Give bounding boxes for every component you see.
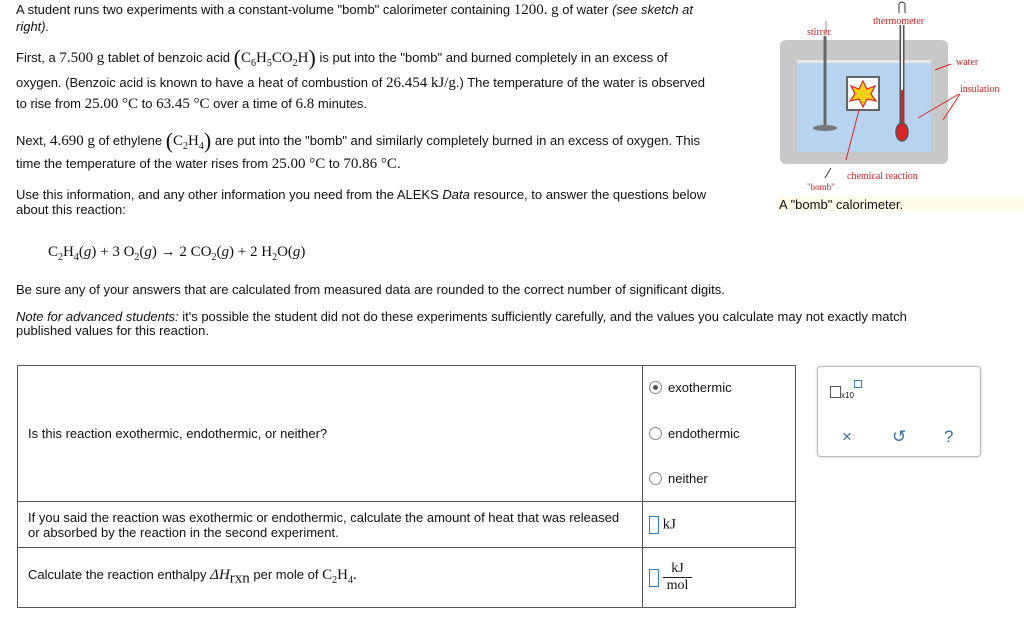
sig-fig-note: Be sure any of your answers that are calculated from measured data are rounded to the correct number of significant digits. [16, 282, 725, 297]
intro-line-4: to rise from 25.00 °C to 63.45 °C over a time of 6.8 minutes. [16, 96, 368, 112]
answer-tool-palette [817, 366, 981, 457]
advanced-note-2: published values for this reaction. [16, 323, 209, 338]
intro-line-8: about this reaction: [16, 202, 126, 217]
question-table [17, 365, 796, 608]
chemical-reaction-label: chemical reaction [847, 171, 918, 182]
radio-neither[interactable] [649, 472, 662, 485]
help-button[interactable]: ? [944, 427, 954, 446]
bomb-label: "bomb" [807, 182, 835, 192]
calorimeter-sketch [775, 0, 1024, 215]
clear-button[interactable]: × [842, 427, 852, 446]
thermometer-label: thermometer [873, 16, 925, 27]
thermometer-shape [896, 123, 908, 141]
stirrer-label: stirrer [807, 27, 831, 38]
insulation-label: insulation [960, 84, 1000, 95]
radio-endothermic[interactable] [649, 427, 662, 440]
reaction-equation: $C_2H_4(g) + 3$ $O_2(g) \to 2$ $CO_2(g) + 2$ $H_2O(g)$ [48, 244, 306, 263]
answer-1-cell [643, 366, 796, 502]
option-endothermic[interactable]: endothermic [649, 426, 740, 441]
intro-line-6: time the temperature of the water rises from 25.00 °C to 70.86 °C. [16, 156, 401, 172]
undo-button[interactable]: ↺ [892, 427, 907, 446]
intro-line-3: oxygen. (Benzoic acid is known to have a heat of combustion of 26.454 kJ/g.) The temperature of the water is observed [16, 75, 705, 91]
intro-line-5: Next, 4.690 g of ethylene $(C_2H_4)$ are put into the "bomb" and similarly completely burned in an excess of oxygen. This [16, 128, 701, 153]
intro-line-2: First, a 7.500 g tablet of benzoic acid $(C_6H_5CO_2H)$ is put into the "bomb" and burned completely in an excess of [16, 45, 668, 70]
advanced-note: Note for advanced students: it's possible the student did not do these experiments sufficiently carefully, and the values you calculate may not exactly match [16, 309, 907, 324]
question-2: If you said the reaction was exothermic or endothermic, calculate the amount of heat that was released or absorbed by the reaction in the second experiment. [18, 502, 643, 548]
sketch-caption: A "bomb" calorimeter. [779, 197, 904, 212]
enthalpy-input[interactable] [649, 569, 659, 587]
question-3: Calculate the reaction enthalpy $\Delta H_{rxn}$ per mole of $C_2H_4$. [18, 548, 643, 608]
scientific-notation-button[interactable]: x10 [830, 380, 862, 401]
water-label: water [956, 57, 979, 68]
intro-line-1: A student runs two experiments with a constant-volume "bomb" calorimeter containing 1200. g of water (see sketch at [16, 2, 694, 18]
option-exothermic[interactable]: exothermic [649, 380, 732, 395]
question-1: Is this reaction exothermic, endothermic, or neither? [18, 366, 643, 502]
intro-line-1b: right). [16, 19, 50, 34]
intro-line-7: Use this information, and any other information you need from the ALEKS Data resource, to answer the questions below [16, 187, 707, 202]
answer-2-cell: kJ [643, 502, 796, 548]
option-neither[interactable]: neither [649, 471, 708, 486]
answer-3-cell: kJ mol [643, 548, 796, 608]
heat-input[interactable] [649, 516, 659, 534]
radio-exothermic[interactable] [649, 381, 662, 394]
